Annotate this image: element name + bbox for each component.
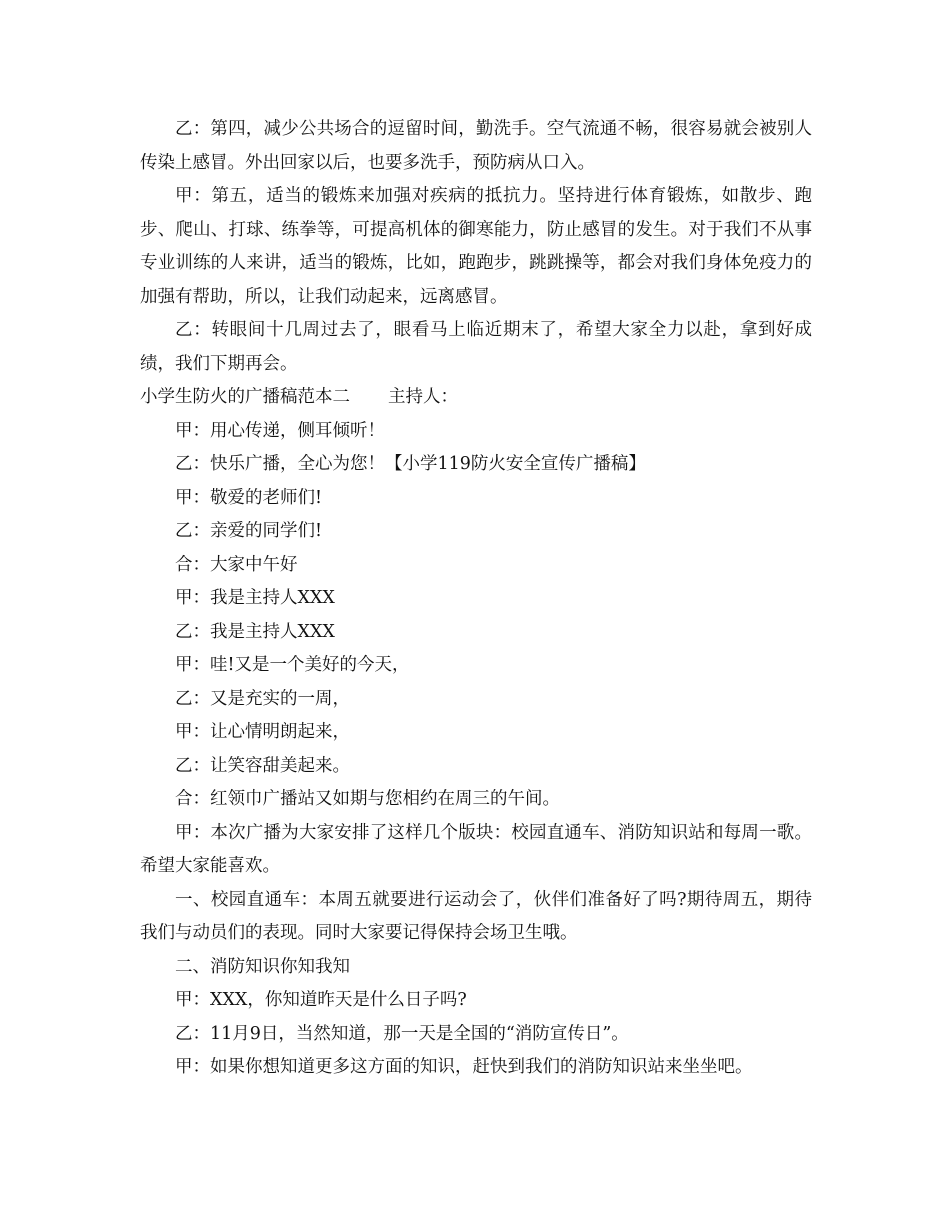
script-line-16: 甲：XXX，你知道昨天是什么日子吗? <box>175 990 467 1010</box>
script-line-17: 乙：11月9日，当然知道，那一天是全国的“消防宣传日”。 <box>175 1023 629 1044</box>
host-label: 主持人： <box>388 387 458 407</box>
script-line-5: 合：大家中午好 <box>175 554 298 575</box>
script-line-1: 甲：用心传递，侧耳倾听！ <box>175 420 385 441</box>
script-line-11: 乙：让笑容甜美起来。 <box>175 755 350 776</box>
paragraph-2: 甲：第五，适当的锻炼来加强对疾病的抵抗力。坚持进行体育锻炼，如散步、跑步、爬山、打球、练拳等，可提高机体的御寒能力，防止感冒的发生。对于我们不从事专业训练的人来讲，适当的锻炼，比如，跑跑步，跳跳操等，都会对我们身体免疫力的加强有帮助，所以，让我们动起来，远离感冒。 <box>140 186 812 307</box>
paragraph-1: 乙：第四，减少公共场合的逗留时间，勤洗手。空气流通不畅，很容易就会被别人传染上感冒。外出回家以后，也要多洗手，预防病从口入。 <box>140 119 812 173</box>
script-line-13: 甲：本次广播为大家安排了这样几个版块：校园直通车、消防知识站和每周一歌。希望大家能喜欢。 <box>140 822 812 876</box>
section-heading <box>140 381 812 415</box>
script-line-4: 乙：亲爱的同学们! <box>175 521 323 541</box>
document-body <box>140 113 812 1085</box>
paragraph-3: 乙：转眼间十几周过去了，眼看马上临近期末了，希望大家全力以赴，拿到好成绩，我们下期再会。 <box>140 320 812 374</box>
script-line-18: 甲：如果你想知道更多这方面的知识，赶快到我们的消防知识站来坐坐吧。 <box>175 1057 753 1077</box>
script-line-2: 乙：快乐广播，全心为您！【小学119防火安全宣传广播稿】 <box>175 454 646 474</box>
script-line-8: 甲：哇!又是一个美好的今天， <box>175 655 410 675</box>
script-line-10: 甲：让心情明朗起来， <box>175 722 350 742</box>
script-line-6: 甲：我是主持人XXX <box>175 588 335 608</box>
section-title: 小学生防火的广播稿范本二 <box>140 387 350 407</box>
script-line-3: 甲：敬爱的老师们! <box>175 487 323 508</box>
script-line-9: 乙：又是充实的一周， <box>175 688 350 709</box>
script-line-14: 一、校园直通车：本周五就要进行运动会了，伙伴们准备好了吗?期待周五，期待我们与动员们的表现。同时大家要记得保持会场卫生哦。 <box>140 889 812 943</box>
script-line-7: 乙：我是主持人XXX <box>175 621 335 642</box>
script-line-12: 合：红领巾广播站又如期与您相约在周三的午间。 <box>175 789 560 809</box>
script-line-15: 二、消防知识你知我知 <box>175 956 350 977</box>
